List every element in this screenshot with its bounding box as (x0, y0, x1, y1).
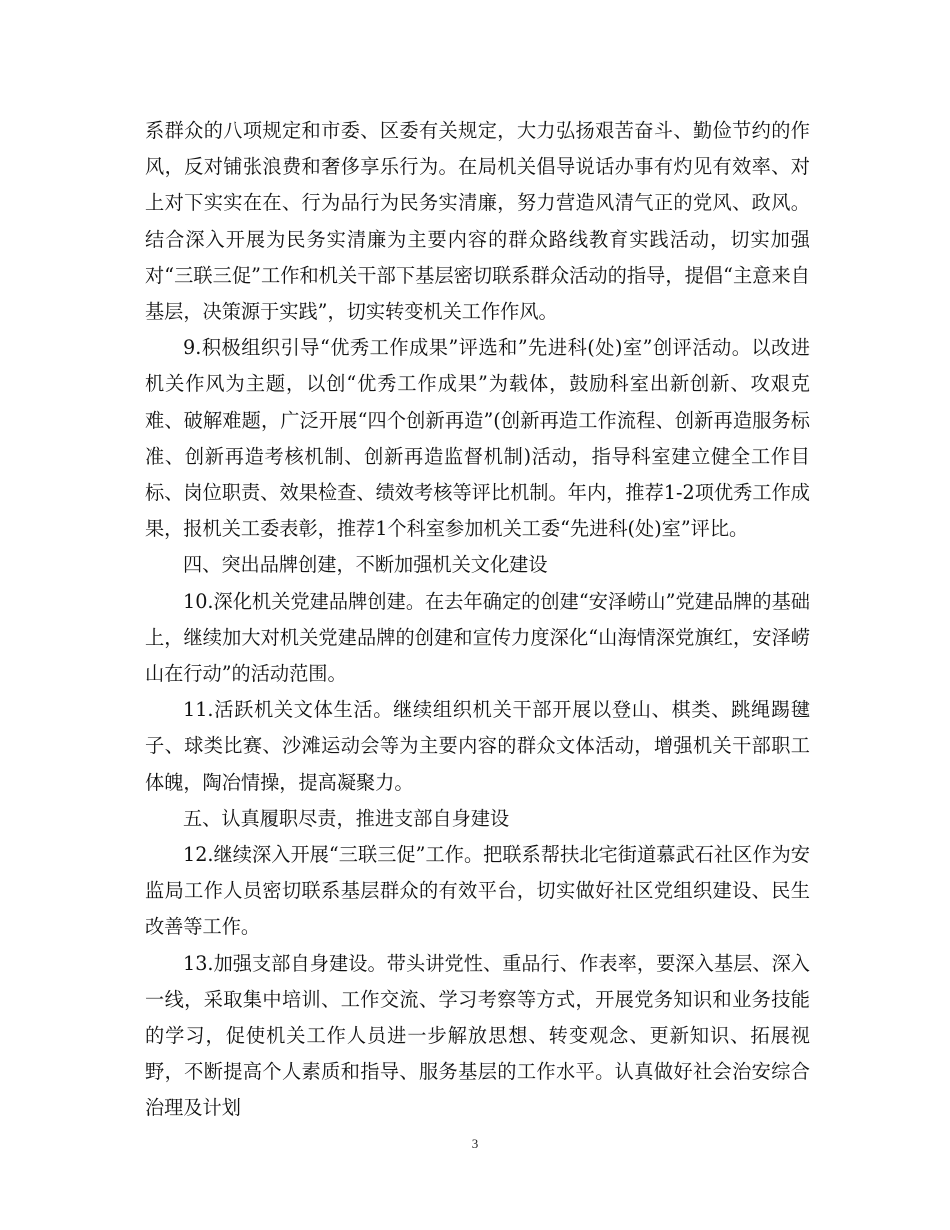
paragraph-2: 9.积极组织引导“优秀工作成果”评选和”先进科(处)室”创评活动。以改进机关作风为主题，以创“优秀工作成果”为载体，鼓励科室出新创新、攻艰克难、破解难题，广泛开展“四个创新再造”(创新再造工作流程、创新再造服务标准、创新再造考核机制、创新再造监督机制)活动，指导科室建立健全工作目标、岗位职责、效果检查、绩效考核等评比机制。年内，推荐1-2项优秀工作成果，报机关工委表彰，推荐1个科室参加机关工委“先进科(处)室”评比。 (145, 336, 810, 541)
section-heading-5: 五、认真履职尽责，推进支部自身建设 (183, 806, 510, 830)
section-heading-4: 四、突出品牌创建，不断加强机关文化建设 (183, 553, 548, 577)
page-number: 3 (471, 1136, 479, 1151)
paragraph-1: 系群众的八项规定和市委、区委有关规定，大力弘扬艰苦奋斗、勤俭节约的作风，反对铺张浪费和奢侈享乐行为。在局机关倡导说话办事有灼见有效率、对上对下实实在在、行为品行为民务实清廉，努力营造风清气正的党风、政风。结合深入开展为民务实清廉为主要内容的群众路线教育实践活动，切实加强对“三联三促”工作和机关干部下基层密切联系群众活动的指导，提倡“主意来自基层，决策源于实践”，切实转变机关工作作风。 (145, 119, 810, 324)
paragraph-12: 12.继续深入开展“三联三促”工作。把联系帮扶北宅街道慕武石社区作为安监局工作人员密切联系基层群众的有效平台，切实做好社区党组织建设、民生改善等工作。 (145, 843, 810, 939)
paragraph-13: 13.加强支部自身建设。带头讲党性、重品行、作表率，要深入基层、深入一线，采取集中培训、工作交流、学习考察等方式，开展党务知识和业务技能的学习，促使机关工作人员进一步解放思想、转变观念、更新知识、拓展视野，不断提高个人素质和指导、服务基层的工作水平。认真做好社会治安综合治理及计划 (145, 951, 810, 1120)
document-body (145, 113, 810, 1127)
paragraph-11: 11.活跃机关文体生活。继续组织机关干部开展以登山、棋类、跳绳踢毽子、球类比赛、沙滩运动会等为主要内容的群众文体活动，增强机关干部职工体魄，陶冶情操，提高凝聚力。 (145, 698, 810, 794)
paragraph-10: 10.深化机关党建品牌创建。在去年确定的创建“安泽崂山”党建品牌的基础上，继续加大对机关党建品牌的创建和宣传力度深化“山海情深党旗红，安泽崂山在行动”的活动范围。 (145, 589, 810, 686)
